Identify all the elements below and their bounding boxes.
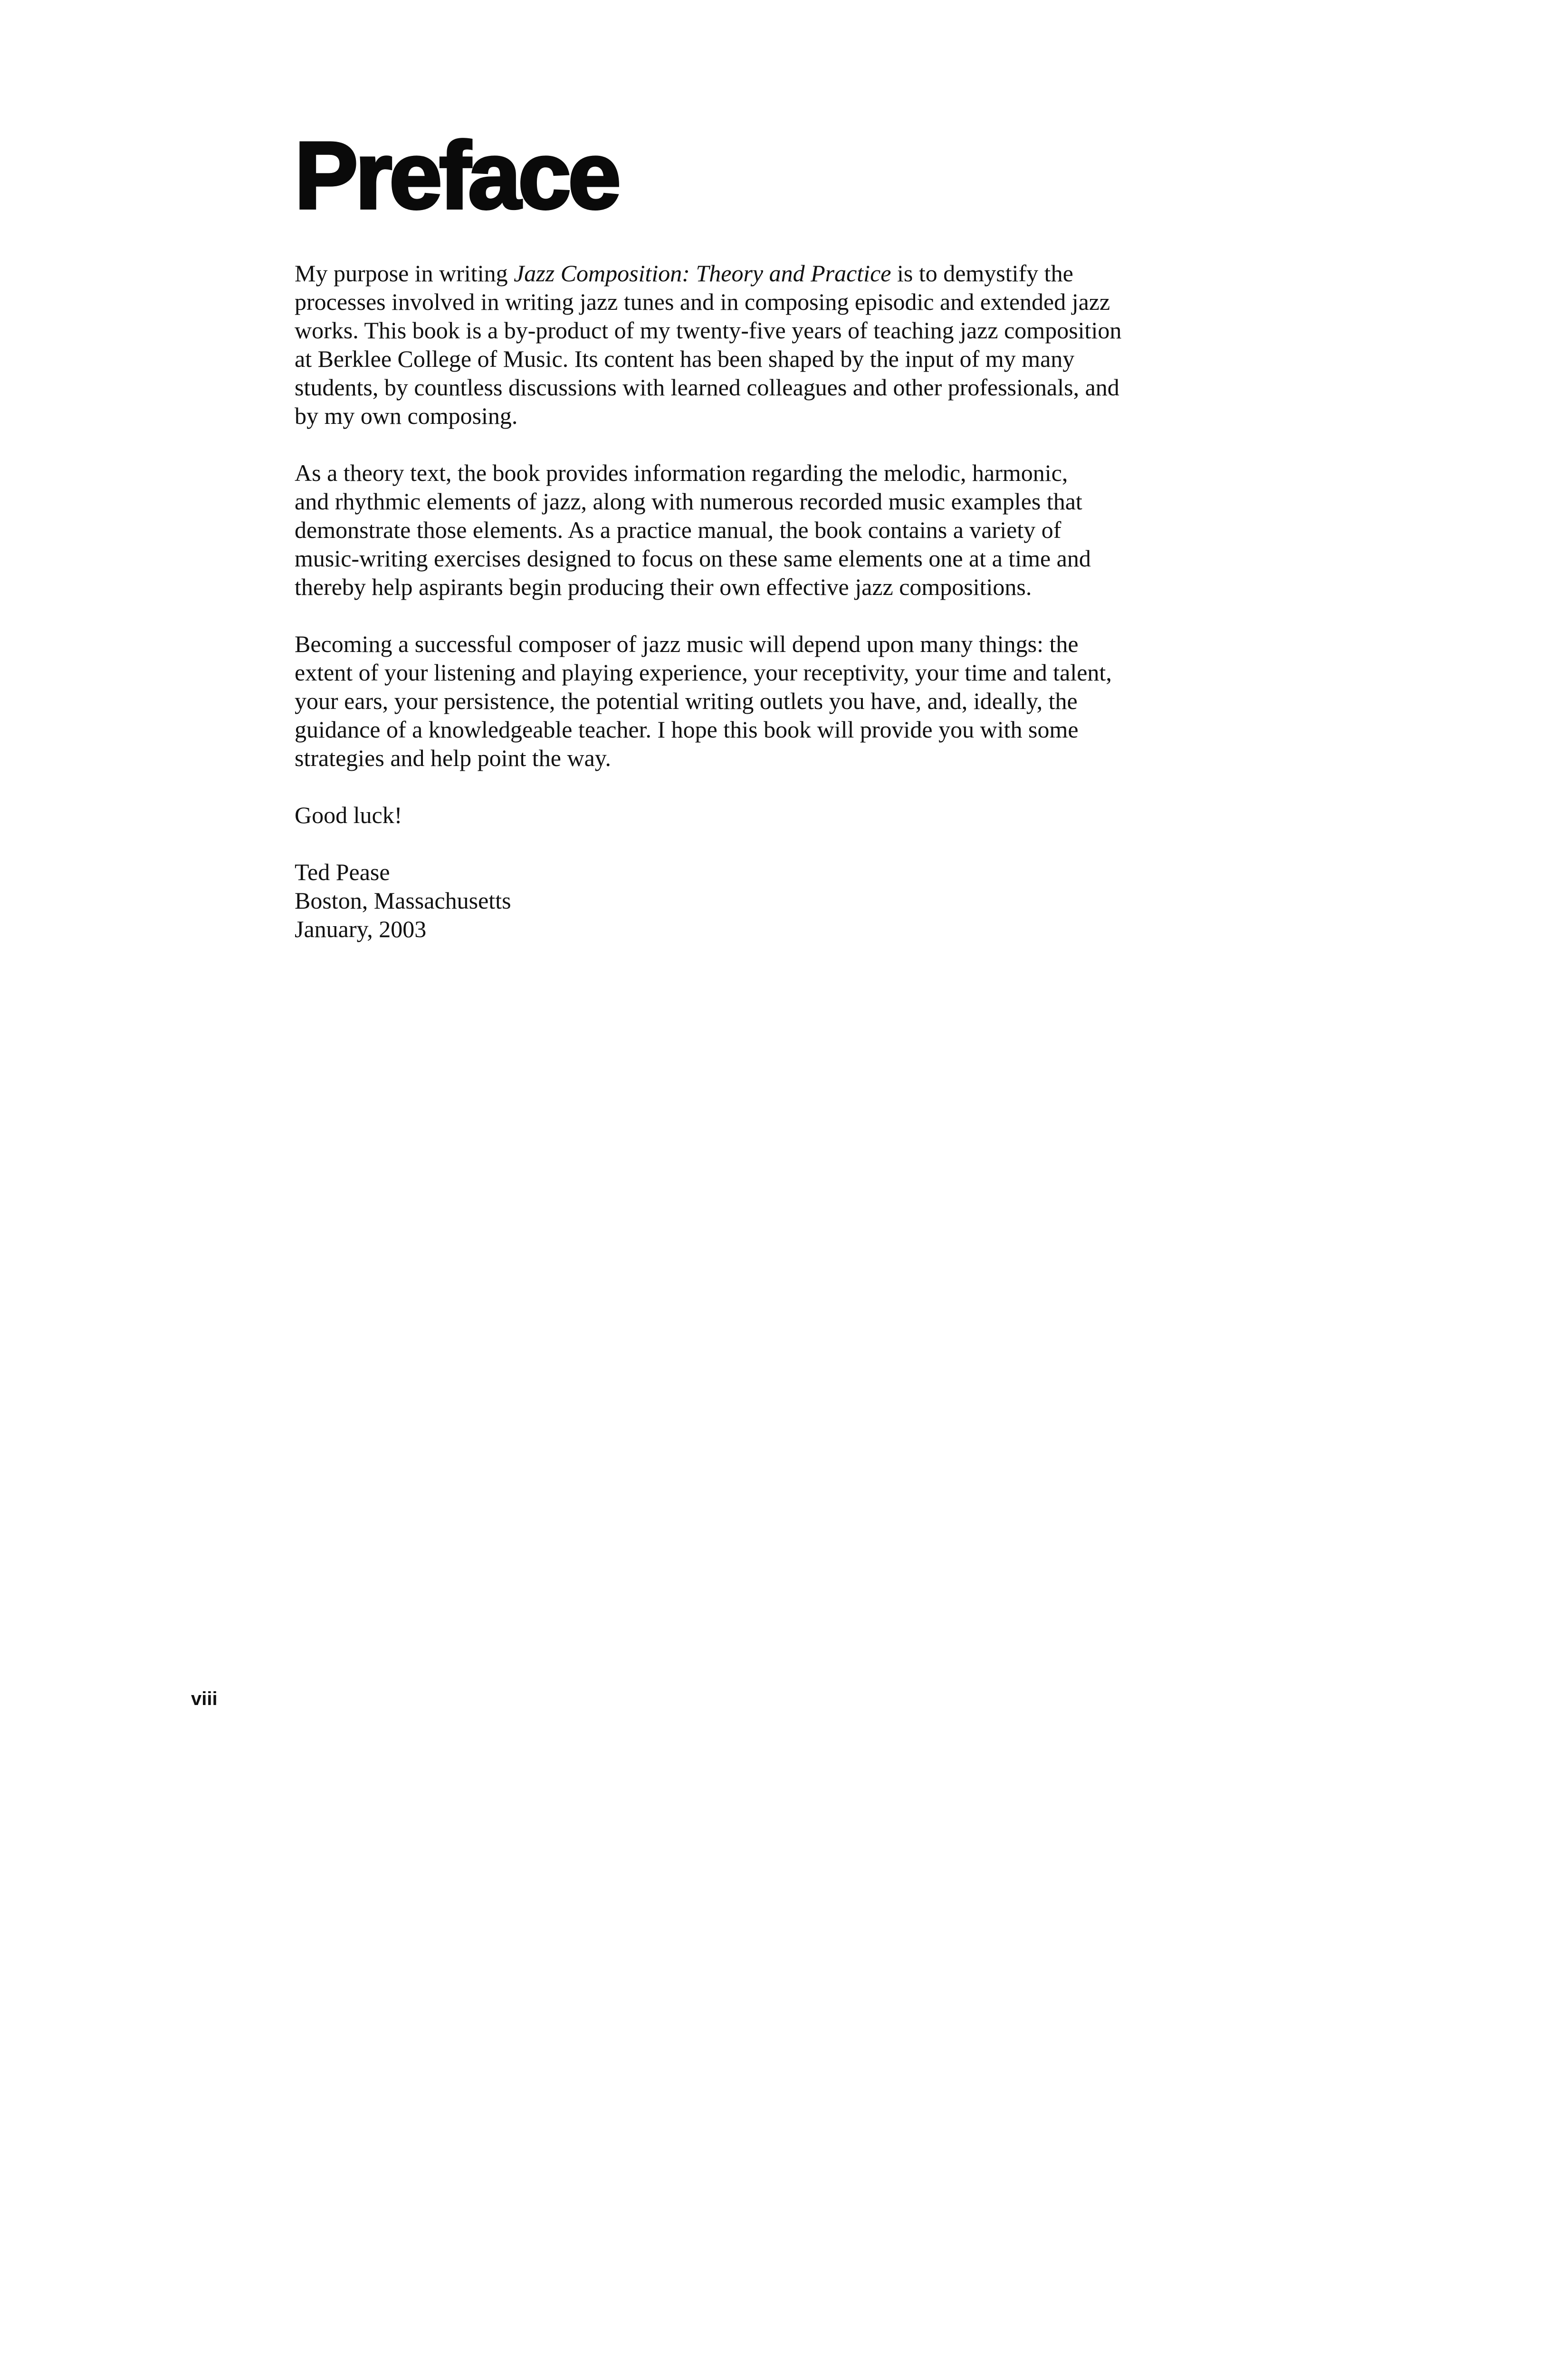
text-fragment: is to demystify the — [891, 260, 1073, 287]
text-line: your ears, your persistence, the potential writing outlets you have, and, ideally, the — [295, 688, 1078, 714]
text-line: demonstrate those elements. As a practice manual, the book contains a variety of — [295, 517, 1061, 543]
author-place: Boston, Massachusetts — [295, 887, 511, 914]
text-fragment: My purpose in writing — [295, 260, 514, 287]
text-line: thereby help aspirants begin producing their own effective jazz compositions. — [295, 574, 1032, 600]
paragraph-becoming-composer — [295, 630, 1178, 772]
page-number: viii — [191, 1688, 218, 1709]
text-line: works. This book is a by-product of my twenty-five years of teaching jazz composition — [295, 317, 1122, 344]
text-line: Becoming a successful composer of jazz music will depend upon many things: the — [295, 631, 1079, 657]
text-line: music-writing exercises designed to focus on these same elements one at a time and — [295, 545, 1091, 572]
text-line: guidance of a knowledgeable teacher. I hope this book will provide you with some — [295, 716, 1079, 743]
paragraph-good-luck: Good luck! — [295, 802, 402, 828]
book-title: Jazz Composition: Theory and Practice — [514, 260, 891, 287]
text-line: extent of your listening and playing experience, your receptivity, your time and talent, — [295, 659, 1112, 686]
text-line: As a theory text, the book provides information regarding the melodic, harmonic, — [295, 460, 1068, 486]
signature-block — [295, 858, 1178, 943]
text-line: processes involved in writing jazz tunes and in composing episodic and extended jazz — [295, 288, 1110, 315]
paragraph-purpose — [295, 259, 1178, 430]
paragraph-theory-practice — [295, 459, 1178, 601]
text-line: strategies and help point the way. — [295, 745, 612, 771]
signature-date: January, 2003 — [295, 916, 427, 942]
preface-body — [295, 259, 1178, 943]
author-name: Ted Pease — [295, 859, 390, 885]
page-title: Preface — [295, 123, 618, 229]
text-line: by my own composing. — [295, 402, 518, 429]
text-line — [295, 259, 1178, 287]
text-line: at Berklee College of Music. Its content has been shaped by the input of my many — [295, 345, 1075, 372]
text-line: and rhythmic elements of jazz, along with numerous recorded music examples that — [295, 488, 1082, 515]
text-line: students, by countless discussions with learned colleagues and other professionals, and — [295, 374, 1119, 401]
